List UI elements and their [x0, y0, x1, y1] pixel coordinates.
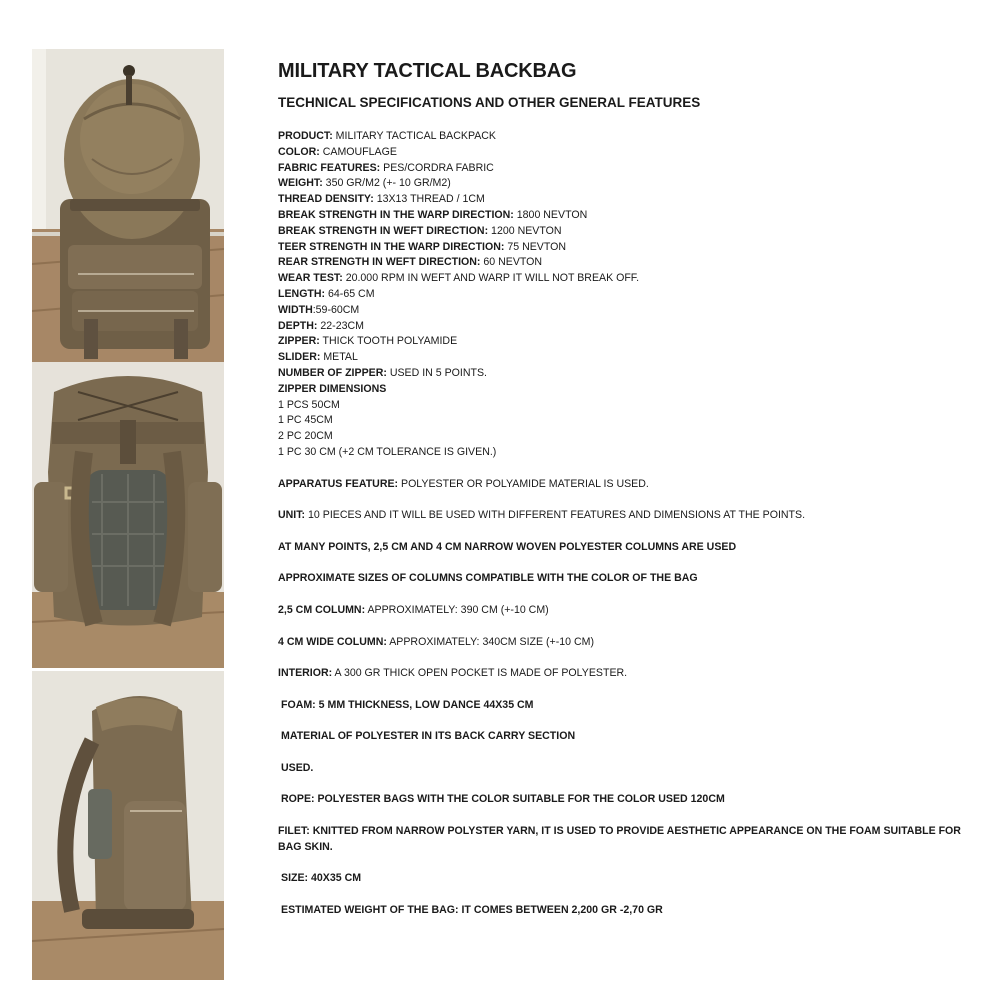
spec-unit: [278, 508, 968, 524]
spec-label: APPARATUS FEATURE:: [278, 477, 399, 490]
spec-label: INTERIOR:: [278, 667, 333, 680]
spec-value: PES/CORDRA FABRIC: [380, 161, 494, 174]
spec-value: METAL: [320, 351, 358, 364]
columns-note: AT MANY POINTS, 2,5 CM AND 4 CM NARROW WOVEN POLYESTER COLUMNS ARE USED: [278, 540, 737, 553]
spec-zipper: [278, 334, 968, 350]
photo-backpack-top-view: [32, 49, 224, 362]
spec-rear-weft: [278, 255, 968, 271]
photo-backpack-side-view: [32, 671, 224, 980]
spec-slider: [278, 350, 968, 366]
spec-label: WEIGHT:: [278, 177, 323, 190]
spec-foam: FOAM: 5 MM THICKNESS, LOW DANCE 44X35 CM: [281, 698, 534, 711]
spec-value: 75 NEVTON: [504, 240, 567, 253]
spec-label: REAR STRENGTH IN WEFT DIRECTION:: [278, 256, 481, 269]
zipper-dimension-item: 1 PC 30 CM (+2 CM TOLERANCE IS GIVEN.): [278, 445, 497, 458]
spec-label: ZIPPER DIMENSIONS: [278, 382, 387, 395]
spec-label: TEER STRENGTH IN THE WARP DIRECTION:: [278, 240, 505, 253]
spec-value: POLYESTER OR POLYAMIDE MATERIAL IS USED.: [398, 477, 649, 490]
spec-product: [278, 129, 968, 145]
spec-number-of-zipper: [278, 366, 968, 382]
spec-break-weft: [278, 224, 968, 240]
document-subtitle: TECHNICAL SPECIFICATIONS AND OTHER GENERAL FEATURES: [278, 95, 701, 110]
spec-label: COLOR:: [278, 145, 320, 158]
spec-value: APPROXIMATELY: 340CM SIZE (+-10 CM): [386, 635, 594, 648]
backpack-top-image: [32, 49, 224, 362]
spec-size: SIZE: 40X35 CM: [281, 872, 362, 885]
spec-zipper-dimensions: [278, 382, 968, 398]
spec-apparatus-feature: [278, 477, 968, 493]
spec-value: :59-60CM: [312, 303, 360, 316]
spec-label: WEAR TEST:: [278, 272, 343, 285]
spec-value: 64-65 CM: [325, 287, 375, 300]
spec-wear-test: [278, 271, 968, 287]
spec-value: 20.000 RPM IN WEFT AND WARP IT WILL NOT BREAK OFF.: [342, 272, 640, 285]
spec-filet: FILET: KNITTED FROM NARROW POLYSTER YARN, IT IS USED TO PROVIDE AESTHETIC APPEARANCE ON THE FOAM SUITABLE FOR BAG SKIN.: [278, 825, 961, 853]
spec-depth: [278, 319, 968, 335]
spec-label: ZIPPER:: [278, 335, 320, 348]
spec-interior: [278, 666, 968, 682]
spec-value: 13X13 THREAD / 1CM: [373, 193, 485, 206]
spec-label: WIDTH: [278, 303, 313, 316]
specification-sheet: [278, 58, 968, 919]
spec-label: FABRIC FEATURES:: [278, 161, 381, 174]
spec-value: THICK TOOTH POLYAMIDE: [319, 335, 458, 348]
spec-label: DEPTH:: [278, 319, 318, 332]
spec-width: [278, 303, 968, 319]
spec-label: PRODUCT:: [278, 130, 333, 142]
spec-value: 60 NEVTON: [480, 256, 543, 269]
spec-fabric: [278, 161, 968, 177]
backpack-side-image: [32, 671, 224, 980]
spec-value: 1200 NEVTON: [488, 224, 562, 237]
spec-value: 22-23CM: [317, 319, 364, 332]
spec-value: APPROXIMATELY: 390 CM (+-10 CM): [365, 603, 549, 616]
spec-label: UNIT:: [278, 509, 306, 522]
spec-weight: [278, 176, 968, 192]
spec-value: 350 GR/M2 (+- 10 GR/M2): [322, 177, 451, 190]
zipper-dimension-item: 2 PC 20CM: [278, 430, 333, 443]
spec-value: A 300 GR THICK OPEN POCKET IS MADE OF POLYESTER.: [332, 667, 628, 680]
spec-rope: ROPE: POLYESTER BAGS WITH THE COLOR SUITABLE FOR THE COLOR USED 120CM: [281, 793, 725, 806]
spec-label: NUMBER OF ZIPPER:: [278, 366, 387, 379]
spec-value: 1800 NEVTON: [513, 208, 588, 221]
photo-backpack-back-view: [32, 362, 224, 668]
spec-length: [278, 287, 968, 303]
spec-label: LENGTH:: [278, 287, 326, 300]
spec-label: BREAK STRENGTH IN WEFT DIRECTION:: [278, 224, 489, 237]
spec-label: 4 CM WIDE COLUMN:: [278, 635, 387, 648]
spec-estimated-weight: ESTIMATED WEIGHT OF THE BAG: IT COMES BETWEEN 2,200 GR -2,70 GR: [281, 904, 663, 917]
spec-value: USED IN 5 POINTS.: [386, 366, 487, 379]
columns-sizes-note: APPROXIMATE SIZES OF COLUMNS COMPATIBLE WITH THE COLOR OF THE BAG: [278, 572, 698, 585]
spec-value: MILITARY TACTICAL BACKPACK: [332, 130, 496, 142]
spec-material: MATERIAL OF POLYESTER IN ITS BACK CARRY SECTION: [281, 730, 576, 743]
zipper-dimension-item: 1 PC 45CM: [278, 414, 333, 427]
spec-label: THREAD DENSITY:: [278, 193, 374, 206]
spec-label: 2,5 CM COLUMN:: [278, 603, 366, 616]
spec-thread-density: [278, 192, 968, 208]
spec-column-4cm: [278, 635, 968, 651]
spec-list: [278, 129, 968, 919]
spec-break-warp: [278, 208, 968, 224]
spec-value: 10 PIECES AND IT WILL BE USED WITH DIFFERENT FEATURES AND DIMENSIONS AT THE POINTS.: [305, 509, 806, 522]
document-title: MILITARY TACTICAL BACKBAG: [278, 60, 577, 82]
spec-used: USED.: [281, 761, 314, 774]
spec-column-2-5cm: [278, 603, 968, 619]
backpack-back-image: [32, 362, 224, 668]
spec-teer-warp: [278, 240, 968, 256]
spec-label: SLIDER:: [278, 351, 321, 364]
zipper-dimension-item: 1 PCS 50CM: [278, 398, 340, 411]
spec-value: CAMOUFLAGE: [319, 145, 397, 158]
spec-label: BREAK STRENGTH IN THE WARP DIRECTION:: [278, 208, 514, 221]
spec-color: [278, 145, 968, 161]
